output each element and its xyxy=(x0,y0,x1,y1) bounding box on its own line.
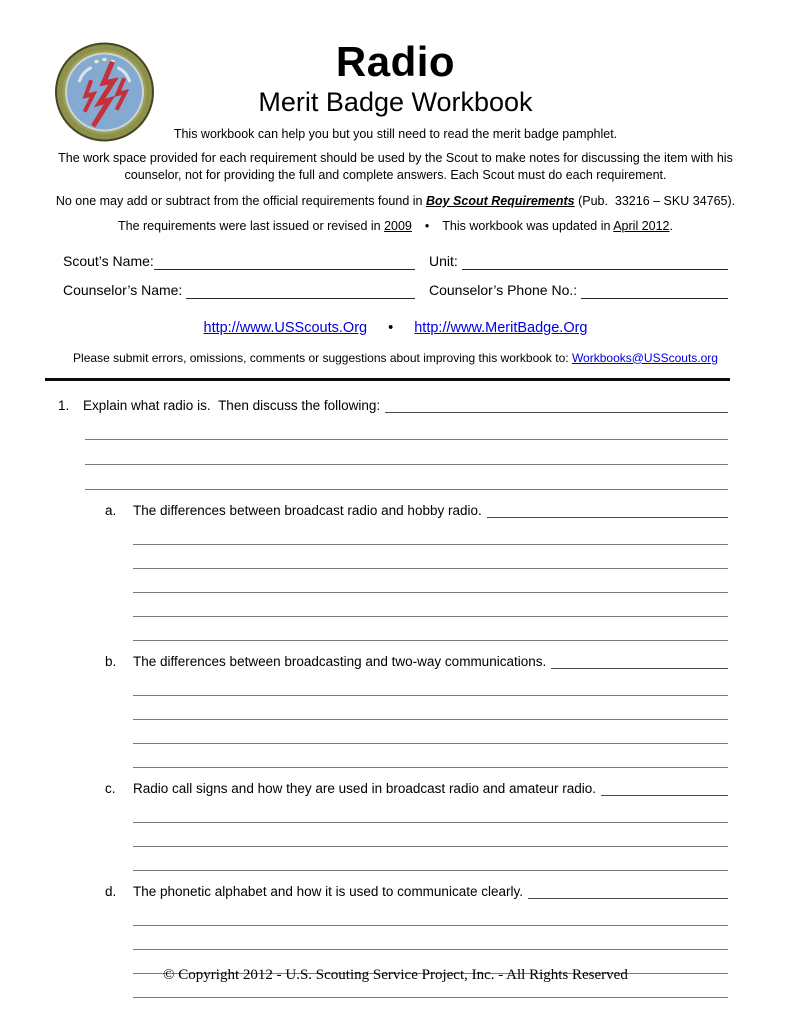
answer-line[interactable] xyxy=(133,902,728,926)
note-4-mid: This workbook was updated in xyxy=(442,219,614,234)
answer-line[interactable] xyxy=(133,823,728,847)
sub-requirement-letter: d. xyxy=(105,883,117,899)
page-title: Radio xyxy=(335,38,456,85)
requirement-label-row xyxy=(58,396,728,413)
answer-line[interactable] xyxy=(133,545,728,569)
sub-requirement-label-row xyxy=(105,882,728,899)
intro-note-2: The work space provided for each requirement should be used by the Scout to make notes for discussing the item with his counselor, not for providing the full and complete answers. Each Scout must do each requirement. xyxy=(58,150,733,183)
page-subtitle: Merit Badge Workbook xyxy=(258,87,533,118)
sub-requirement-text: The differences between broadcasting and two-way communications. xyxy=(133,653,547,669)
identity-form xyxy=(63,253,728,299)
sub-requirement-label-row xyxy=(105,501,728,518)
sub-requirement-block xyxy=(0,652,791,768)
sub-requirement-label-row xyxy=(105,652,728,669)
answer-line[interactable] xyxy=(601,781,728,796)
unit-field[interactable] xyxy=(462,253,728,270)
answer-line[interactable] xyxy=(133,926,728,950)
intro-note-3 xyxy=(0,193,791,211)
note-4-end: . xyxy=(669,219,673,234)
sub-requirement-block xyxy=(0,501,791,641)
requirement-block xyxy=(0,396,791,998)
scout-name-label: Scout’s Name: xyxy=(63,252,154,269)
website-links xyxy=(0,320,791,336)
sub-requirement-text: Radio call signs and how they are used in broadcast radio and amateur radio. xyxy=(133,780,597,796)
answer-line[interactable] xyxy=(551,654,728,669)
sub-requirement-answer-lines xyxy=(133,521,728,641)
answer-line[interactable] xyxy=(133,720,728,744)
scout-name-group xyxy=(63,253,415,270)
answer-line[interactable] xyxy=(133,672,728,696)
workbooks-email-link[interactable]: Workbooks@USScouts.org xyxy=(571,350,718,365)
sub-requirement-block xyxy=(0,779,791,871)
usscouts-link[interactable]: http://www.USScouts.Org xyxy=(203,319,368,336)
answer-line[interactable] xyxy=(133,593,728,617)
bullet-separator: • xyxy=(388,319,394,336)
requirement-answer-lines xyxy=(85,415,728,490)
answer-line[interactable] xyxy=(133,799,728,823)
answer-line[interactable] xyxy=(528,884,728,899)
answer-line[interactable] xyxy=(385,398,728,413)
counselor-phone-label: Counselor’s Phone No.: xyxy=(429,281,578,298)
sub-requirement-answer-lines xyxy=(133,799,728,871)
answer-line[interactable] xyxy=(133,744,728,768)
sub-requirement-answer-lines xyxy=(133,672,728,768)
note-3-prefix: No one may add or subtract from the official requirements found in xyxy=(55,193,426,208)
counselor-name-label: Counselor’s Name: xyxy=(63,281,183,298)
answer-line[interactable] xyxy=(85,465,728,490)
counselor-phone-field[interactable] xyxy=(581,282,728,299)
answer-line[interactable] xyxy=(133,569,728,593)
intro-note-4 xyxy=(0,218,791,236)
bullet-separator: • xyxy=(424,219,430,234)
answer-line[interactable] xyxy=(133,847,728,871)
submit-note-text: Please submit errors, omissions, comments or suggestions about improving this workbook to: xyxy=(73,350,572,365)
scout-name-field[interactable] xyxy=(154,253,415,270)
form-row-2 xyxy=(63,282,728,299)
sub-requirement-letter: b. xyxy=(105,653,117,669)
requirement-text: Explain what radio is. Then discuss the following: xyxy=(83,397,381,413)
copyright-footer: © Copyright 2012 - U.S. Scouting Service Project, Inc. - All Rights Reserved xyxy=(163,967,628,983)
updated-date: April 2012 xyxy=(613,219,670,234)
submit-note xyxy=(0,351,791,365)
section-divider xyxy=(45,378,730,381)
meritbadge-link[interactable]: http://www.MeritBadge.Org xyxy=(414,319,588,336)
requirements-section xyxy=(0,396,791,998)
sub-requirement-letter: a. xyxy=(105,502,117,518)
unit-group xyxy=(429,253,728,270)
counselor-name-group xyxy=(63,282,415,299)
radio-merit-badge-icon xyxy=(54,42,155,142)
book-title: Boy Scout Requirements xyxy=(425,193,575,208)
note-4-prefix: The requirements were last issued or revised in xyxy=(117,219,385,234)
answer-line[interactable] xyxy=(133,617,728,641)
answer-line[interactable] xyxy=(85,440,728,465)
answer-line[interactable] xyxy=(133,521,728,545)
sub-requirement-label-row xyxy=(105,779,728,796)
counselor-name-field[interactable] xyxy=(186,282,415,299)
answer-line[interactable] xyxy=(133,696,728,720)
answer-line[interactable] xyxy=(85,415,728,440)
answer-line[interactable] xyxy=(487,503,728,518)
form-row-1 xyxy=(63,253,728,270)
unit-label: Unit: xyxy=(429,252,458,269)
requirement-number: 1. xyxy=(58,397,70,413)
note-3-suffix: (Pub. 33216 – SKU 34765). xyxy=(574,193,736,208)
sub-requirement-text: The phonetic alphabet and how it is used to communicate clearly. xyxy=(133,883,523,899)
sub-requirement-letter: c. xyxy=(105,780,116,796)
intro-note-1: This workbook can help you but you still need to read the merit badge pamphlet. xyxy=(173,127,618,142)
revised-year: 2009 xyxy=(384,219,412,234)
counselor-phone-group xyxy=(429,282,728,299)
sub-requirement-text: The differences between broadcast radio and hobby radio. xyxy=(133,502,482,518)
